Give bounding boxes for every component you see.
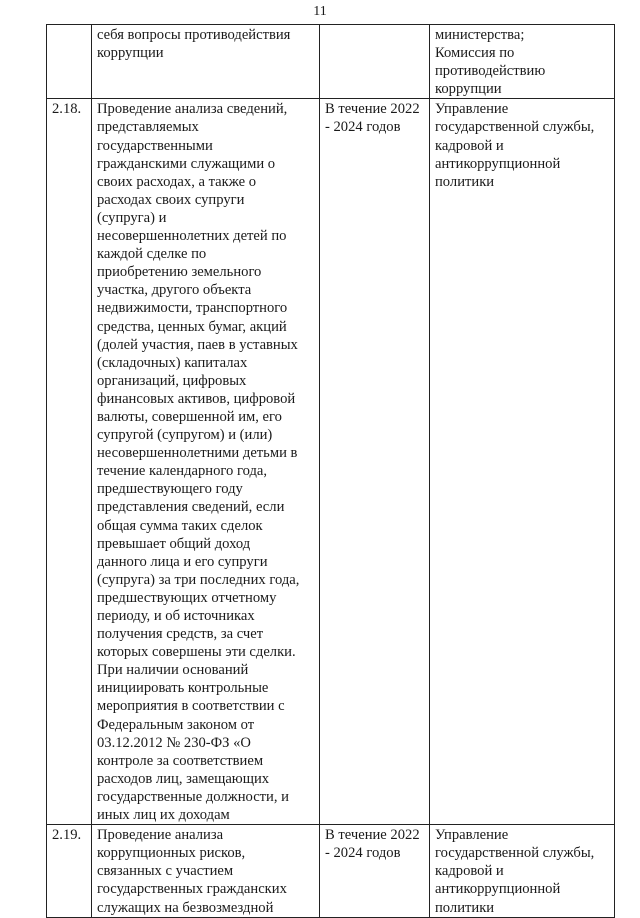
measure-text-line: предшествующего году: [97, 481, 243, 498]
measure-text-line: приобретению земельного: [97, 264, 262, 281]
measure-text-line: инициировать контрольные: [97, 680, 269, 697]
responsible-text-line: государственной службы,: [435, 119, 595, 136]
responsible-text: [430, 825, 615, 917]
responsible-text: [430, 99, 615, 825]
measure-text-line: гражданскими служащими о: [97, 155, 276, 172]
deadline-text-line: В течение 2022: [325, 827, 420, 844]
measure-text-line: средства, ценных бумаг, акций: [97, 318, 287, 335]
measure-text: [92, 25, 320, 99]
measure-text-line: служащих на безвозмездной: [97, 899, 274, 916]
measure-text-line: расходов лиц, замещающих: [97, 770, 270, 787]
item-number: 2.18.: [47, 99, 92, 825]
measure-text-line: недвижимости, транспортного: [97, 300, 288, 317]
measure-text-line: расходах своих супруги: [97, 191, 245, 208]
responsible-text-line: антикоррупционной: [435, 881, 561, 898]
deadline-text-line: - 2024 годов: [325, 845, 401, 862]
item-number: [47, 25, 92, 99]
measure-text-line: общая сумма таких сделок: [97, 517, 263, 534]
measure-text-line: превышает общий доход: [97, 535, 251, 552]
measure-text-line: государственными: [97, 137, 213, 154]
measure-text-line: предшествующих отчетному: [97, 589, 277, 606]
measure-text-line: получения средств, за счет: [97, 626, 264, 643]
deadline-text-line: В течение 2022: [325, 101, 420, 118]
measure-text-line: несовершеннолетними детьми в: [97, 445, 298, 462]
measure-text: [92, 99, 320, 825]
responsible-text-line: государственной службы,: [435, 845, 595, 862]
measure-text-line: коррупционных рисков,: [97, 845, 246, 862]
responsible-text-line: коррупции: [435, 81, 502, 98]
measure-text-line: (складочных) капиталах: [97, 354, 248, 371]
responsible-text-line: кадровой и: [435, 137, 504, 154]
measure-text-line: (супруга) и: [97, 209, 167, 226]
table-row: [47, 825, 615, 917]
measure-text-line: мероприятия в соответствии с: [97, 698, 285, 715]
measure-text-line: периоду, и об источниках: [97, 608, 255, 624]
measure-text-line: валюты, совершенной им, его: [97, 408, 282, 425]
measure-text-line: финансовых активов, цифровой: [97, 390, 296, 407]
measure-text-line: себя вопросы противодействия: [97, 27, 291, 43]
responsible-text-line: Комиссия по: [435, 45, 515, 62]
deadline-text: [320, 825, 430, 917]
responsible-text-line: политики: [435, 173, 495, 190]
page-number: 11: [313, 4, 327, 19]
item-number: 2.19.: [47, 825, 92, 917]
deadline-text: [320, 25, 430, 99]
measure-text: [92, 825, 320, 917]
measure-text-line: Проведение анализа: [97, 827, 224, 844]
measures-table: [46, 24, 615, 918]
responsible-text-line: антикоррупционной: [435, 155, 561, 172]
measure-text-line: иных лиц их доходам: [97, 807, 230, 824]
table-row: [47, 25, 615, 99]
measure-text-line: Федеральным законом от: [97, 716, 255, 733]
measure-text-line: (долей участия, паев в уставных: [97, 336, 298, 353]
measure-text-line: государственных гражданских: [97, 881, 287, 898]
measure-text-line: контроле за соответствием: [97, 752, 264, 769]
responsible-text-line: кадровой и: [435, 863, 504, 880]
measure-text-line: которых совершены эти сделки.: [97, 644, 296, 661]
responsible-text-line: политики: [435, 899, 495, 916]
responsible-text-line: противодействию: [435, 63, 546, 80]
measure-text-line: течение календарного года,: [97, 463, 268, 480]
responsible-text: [430, 25, 615, 99]
measure-text-line: коррупции: [97, 45, 164, 62]
measure-text-line: каждой сделке по: [97, 246, 207, 263]
responsible-text-line: министерства;: [435, 27, 525, 43]
measure-text-line: представляемых: [97, 119, 199, 136]
measure-text-line: государственные должности, и: [97, 788, 289, 805]
responsible-text-line: Управление: [435, 101, 509, 118]
measure-text-line: Проведение анализа сведений,: [97, 101, 288, 118]
measure-text-line: организаций, цифровых: [97, 372, 247, 389]
measure-text-line: своих расходах, а также о: [97, 173, 257, 190]
deadline-text-line: - 2024 годов: [325, 119, 401, 136]
measure-text-line: данного лица и его супруги: [97, 553, 268, 570]
measure-text-line: 03.12.2012 № 230-ФЗ «О: [97, 734, 251, 751]
measure-text-line: представления сведений, если: [97, 499, 285, 516]
measure-text-line: При наличии оснований: [97, 662, 249, 679]
measure-text-line: связанных с участием: [97, 863, 234, 880]
measure-text-line: (супруга) за три последних года,: [97, 571, 300, 588]
measure-text-line: супругой (супругом) и (или): [97, 427, 273, 444]
table-row: [47, 99, 615, 825]
measure-text-line: участка, другого объекта: [97, 282, 252, 299]
measure-text-line: несовершеннолетних детей по: [97, 228, 287, 245]
deadline-text: [320, 99, 430, 825]
responsible-text-line: Управление: [435, 827, 509, 844]
